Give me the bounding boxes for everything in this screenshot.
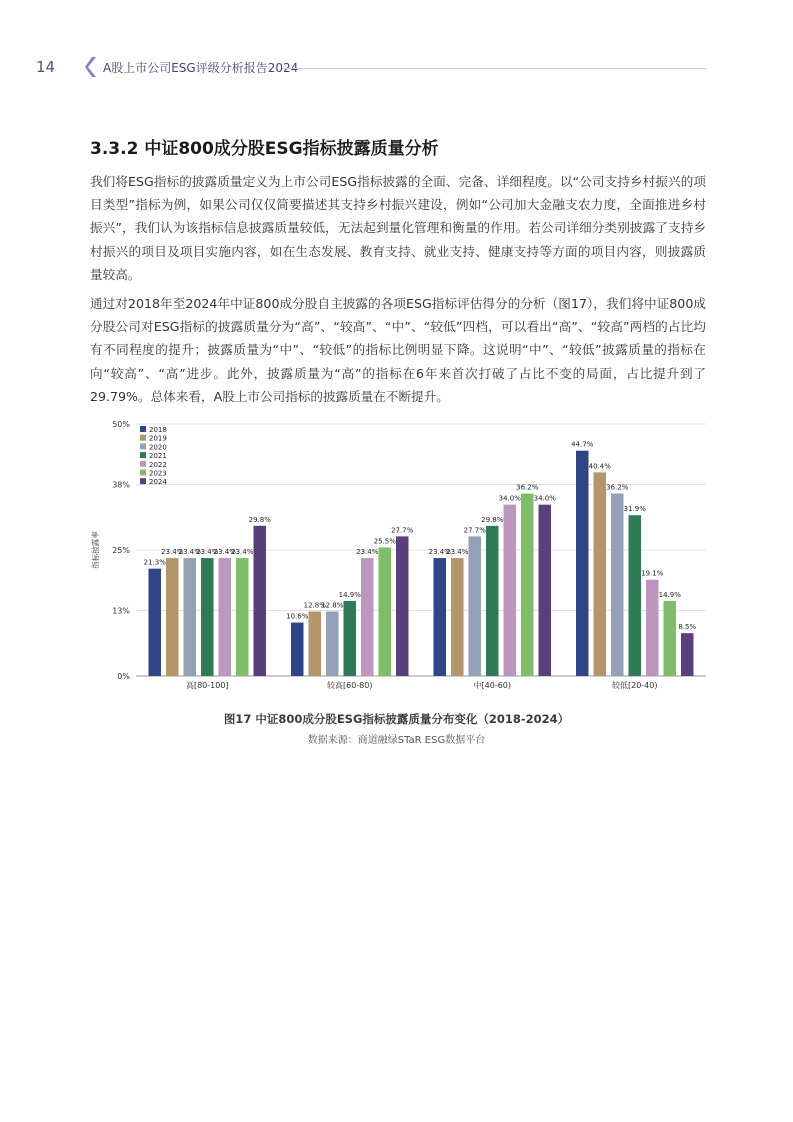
bar-2020 (611, 494, 624, 676)
data-label: 23.4% (196, 548, 219, 557)
data-label: 40.4% (588, 462, 611, 471)
data-label: 29.8% (248, 515, 271, 524)
bar-2024 (254, 526, 267, 676)
bar-2020 (469, 536, 482, 676)
data-label: 31.9% (623, 505, 646, 514)
bar-2023 (521, 494, 534, 676)
y-tick-label: 25% (112, 546, 130, 555)
bar-2018 (291, 623, 304, 676)
bar-2019 (451, 558, 464, 676)
legend-swatch (140, 478, 146, 484)
bar-2018 (576, 451, 589, 676)
data-label: 12.8% (321, 601, 344, 610)
bar-2021 (344, 601, 357, 676)
bar-chart (80, 412, 720, 708)
figure-source: 数据来源：商道融绿STaR ESG数据平台 (307, 735, 486, 746)
bar-2019 (594, 472, 607, 676)
legend-label: 2024 (149, 478, 167, 487)
figure-17-chart (80, 412, 720, 708)
report-title: A股上市公司ESG评级分析报告2024 (103, 61, 299, 75)
data-label: 23.4% (428, 548, 451, 557)
data-label: 27.7% (391, 526, 414, 535)
legend-label: 2022 (149, 460, 167, 469)
data-label: 23.4% (213, 548, 236, 557)
data-label: 23.4% (231, 548, 254, 557)
bar-2024 (681, 633, 694, 676)
bar-2022 (219, 558, 232, 676)
page-number: 14 (36, 58, 56, 76)
x-category-label: 较高[60-80) (327, 681, 373, 690)
bar-2020 (184, 558, 197, 676)
data-label: 27.7% (463, 526, 486, 535)
data-label: 23.4% (178, 548, 201, 557)
y-tick-label: 50% (112, 420, 130, 429)
purple-chevron-icon (84, 56, 98, 78)
data-label: 34.0% (498, 494, 521, 503)
y-axis-label: 指标披露率 (91, 531, 100, 569)
legend-swatch (140, 452, 146, 458)
bar-2022 (646, 580, 659, 676)
bar-2019 (166, 558, 179, 676)
legend-swatch (140, 435, 146, 441)
legend-swatch (140, 443, 146, 449)
y-tick-label: 38% (112, 480, 130, 490)
legend-label: 2021 (149, 452, 167, 461)
bar-2021 (201, 558, 214, 676)
legend-label: 2019 (149, 434, 167, 443)
legend-label: 2018 (149, 426, 167, 434)
section-title: 3.3.2 中证800成分股ESG指标披露质量分析 (90, 139, 439, 159)
bar-2023 (664, 601, 677, 676)
legend-swatch (140, 426, 146, 432)
bar-2022 (361, 558, 374, 676)
bar-2021 (486, 526, 499, 676)
x-category-label: 高[80-100] (185, 681, 229, 690)
data-label: 23.4% (161, 548, 184, 557)
x-category-label: 较低[20-40) (612, 681, 658, 690)
bar-2018 (434, 558, 447, 676)
data-label: 34.0% (533, 494, 556, 503)
bar-2020 (326, 611, 339, 676)
data-label: 21.3% (143, 558, 166, 567)
legend-swatch (140, 461, 146, 467)
bar-2018 (149, 569, 162, 676)
bar-2024 (539, 505, 552, 676)
data-label: 23.4% (446, 548, 469, 557)
data-label: 19.1% (641, 569, 664, 578)
bar-2019 (309, 611, 322, 676)
body-paragraph: 通过对2018年至2024年中证800成分股自主披露的各项ESG指标评估得分的分析（图17），我们将中证800成分股公司对ESG指标的披露质量分为“高”、“较高”、“中”、“较低”四档，可以看出“高”、“较高”两档的占比均有不同程度的提升；披露质量为“中”、“较低”的指标比例明显下降。这说明“中”、“较低”披露质量的指标在向“较高”、“高”进步。此外，披露质量为“高”的指标在6年来首次打破了占比不变的局面，占比提升到了29.79%。总体来看，A股上市公司指标的披露质量在不断提升。 (90, 296, 706, 404)
data-label: 8.5% (678, 623, 697, 632)
bar-2022 (504, 505, 517, 676)
bar-2023 (236, 558, 249, 676)
data-label: 44.7% (571, 440, 594, 449)
data-label: 14.9% (658, 590, 681, 599)
x-category-label: 中[40-60) (473, 681, 511, 690)
data-label: 36.2% (606, 483, 629, 492)
data-label: 10.6% (286, 612, 309, 621)
bar-2024 (396, 536, 409, 676)
legend-label: 2020 (149, 443, 167, 452)
data-label: 23.4% (356, 548, 379, 557)
legend-label: 2023 (149, 469, 167, 478)
body-paragraph: 我们将ESG指标的披露质量定义为上市公司ESG指标披露的全面、完备、详细程度。以“公司支持乡村振兴的项目类型”指标为例，如果公司仅仅简要描述其支持乡村振兴建设，例如“公司加大金融支农力度，全面推进乡村振兴”，我们认为该指标信息披露质量较低，无法起到量化管理和衡量的作用。若公司详细分类别披露了支持乡村振兴的项目及项目实施内容，如在生态发展、教育支持、就业支持、健康支持等方面的项目内容，则披露质量较高。 (90, 174, 706, 282)
data-label: 29.8% (481, 515, 504, 524)
legend-swatch (140, 470, 146, 476)
data-label: 25.5% (373, 537, 396, 546)
bar-2021 (629, 515, 642, 676)
data-label: 14.9% (338, 590, 361, 599)
bar-2023 (379, 547, 392, 676)
y-tick-label: 13% (112, 606, 130, 616)
data-label: 36.2% (516, 483, 539, 492)
data-label: 12.8% (303, 601, 326, 610)
y-tick-label: 0% (117, 672, 130, 681)
figure-caption: 图17 中证800成分股ESG指标披露质量分布变化（2018-2024） (223, 712, 570, 726)
header-divider (282, 68, 707, 69)
